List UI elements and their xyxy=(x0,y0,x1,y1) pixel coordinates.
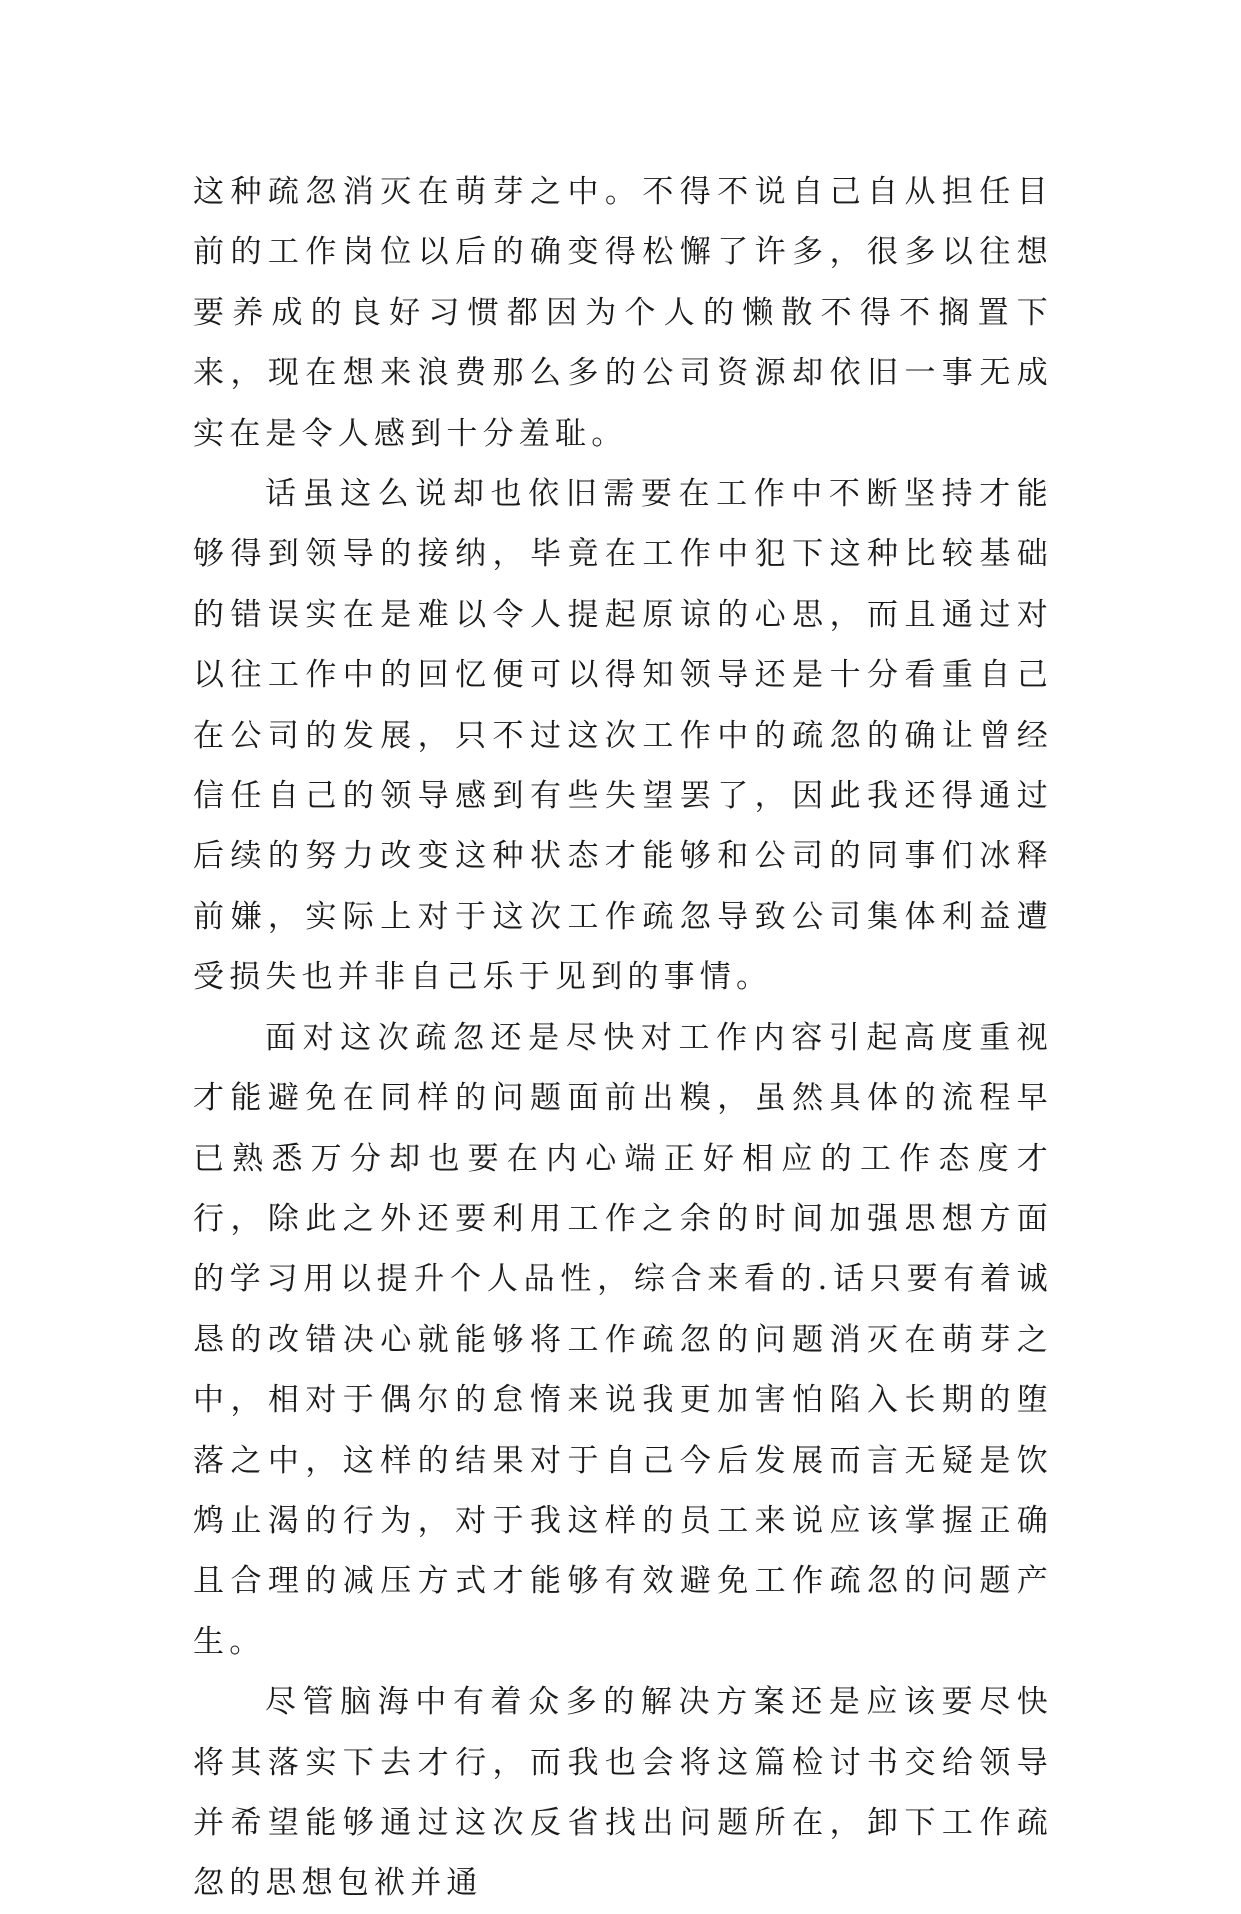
paragraph-3: 面对这次疏忽还是尽快对工作内容引起高度重视才能避免在同样的问题面前出糗，虽然具体的流程早已熟悉万分却也要在内心端正好相应的工作态度才行，除此之外还要利用工作之余的时间加强思想方面的学习用以提升个人品性，综合来看的.话只要有着诚恳的改错决心就能够将工作疏忽的问题消灭在萌芽之中，相对于偶尔的怠惰来说我更加害怕陷入长期的堕落之中，这样的结果对于自己今后发展而言无疑是饮鸩止渴的行为，对于我这样的员工来说应该掌握正确且合理的减压方式才能够有效避免工作疏忽的问题产生。 xyxy=(193,1019,1053,1660)
document-body xyxy=(193,162,1053,1914)
paragraph-4: 尽管脑海中有着众多的解决方案还是应该要尽快将其落实下去才行，而我也会将这篇检讨书交给领导并希望能够通过这次反省找出问题所在，卸下工作疏忽的思想包袱并通 xyxy=(193,1684,1053,1902)
paragraph-2: 话虽这么说却也依旧需要在工作中不断坚持才能够得到领导的接纳，毕竟在工作中犯下这种比较基础的错误实在是难以令人提起原谅的心思，而且通过对以往工作中的回忆便可以得知领导还是十分看重自己在公司的发展，只不过这次工作中的疏忽的确让曾经信任自己的领导感到有些失望罢了，因此我还得通过后续的努力改变这种状态才能够和公司的同事们冰释前嫌，实际上对于这次工作疏忽导致公司集体利益遭受损失也并非自己乐于见到的事情。 xyxy=(193,476,1053,996)
paragraph-continued: 这种疏忽消灭在萌芽之中。不得不说自己自从担任目前的工作岗位以后的确变得松懈了许多，很多以往想要养成的良好习惯都因为个人的懒散不得不搁置下来，现在想来浪费那么多的公司资源却依旧一事无成实在是令人感到十分羞耻。 xyxy=(193,174,1053,452)
